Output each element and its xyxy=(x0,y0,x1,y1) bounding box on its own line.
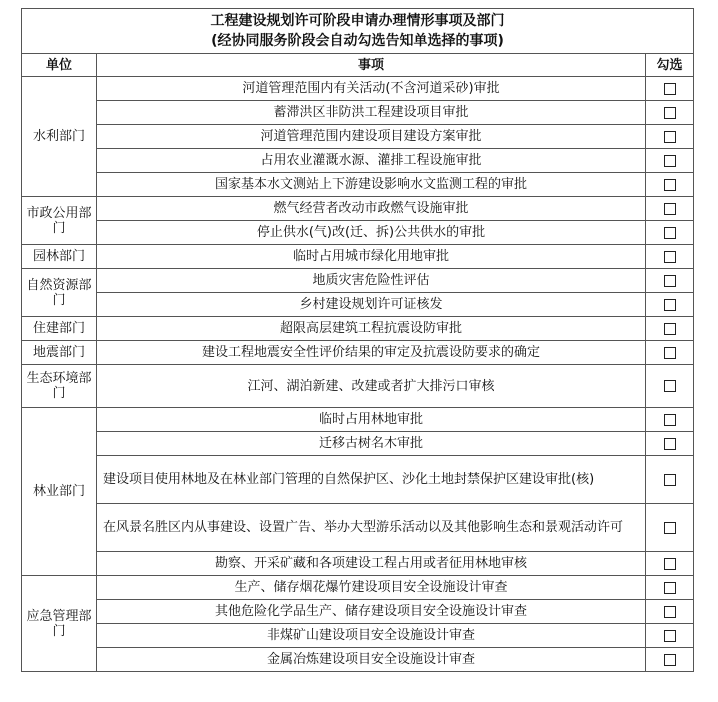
checkbox[interactable] xyxy=(664,414,676,426)
table-row xyxy=(22,269,694,293)
matter-item: 乡村建设规划许可证核发 xyxy=(97,293,646,317)
dept-ecology: 生态环境部门 xyxy=(22,365,97,408)
matter-item: 建设工程地震安全性评价结果的审定及抗震设防要求的确定 xyxy=(97,341,646,365)
matter-item: 江河、湖泊新建、改建或者扩大排污口审核 xyxy=(97,365,646,408)
checkbox[interactable] xyxy=(664,558,676,570)
checkbox[interactable] xyxy=(664,83,676,95)
checkbox[interactable] xyxy=(664,630,676,642)
header-unit: 单位 xyxy=(22,54,97,77)
matter-item: 占用农业灌溉水源、灌排工程设施审批 xyxy=(97,149,646,173)
table-title xyxy=(22,9,694,54)
matter-item: 建设项目使用林地及在林业部门管理的自然保护区、沙化土地封禁保护区建设审批(核) xyxy=(97,456,646,504)
table-row xyxy=(22,173,694,197)
checkbox[interactable] xyxy=(664,131,676,143)
matter-item: 迁移古树名木审批 xyxy=(97,432,646,456)
dept-forestry: 林业部门 xyxy=(22,408,97,576)
checkbox[interactable] xyxy=(664,107,676,119)
table-row xyxy=(22,149,694,173)
checkbox[interactable] xyxy=(664,203,676,215)
matters-table xyxy=(21,8,694,672)
checkbox[interactable] xyxy=(664,251,676,263)
checkbox[interactable] xyxy=(664,323,676,335)
checkbox[interactable] xyxy=(664,522,676,534)
table-row xyxy=(22,648,694,672)
dept-landscape: 园林部门 xyxy=(22,245,97,269)
table-row xyxy=(22,624,694,648)
checkbox-cell[interactable] xyxy=(646,221,694,245)
matter-item: 河道管理范围内建设项目建设方案审批 xyxy=(97,125,646,149)
checkbox-cell[interactable] xyxy=(646,504,694,552)
checkbox[interactable] xyxy=(664,179,676,191)
header-matter: 事项 xyxy=(97,54,646,77)
dept-emergency: 应急管理部门 xyxy=(22,576,97,672)
checkbox-cell[interactable] xyxy=(646,365,694,408)
matter-item: 金属冶炼建设项目安全设施设计审查 xyxy=(97,648,646,672)
checkbox[interactable] xyxy=(664,438,676,450)
document xyxy=(21,8,693,672)
checkbox[interactable] xyxy=(664,299,676,311)
checkbox-cell[interactable] xyxy=(646,197,694,221)
header-check: 勾选 xyxy=(646,54,694,77)
matter-item: 超限高层建筑工程抗震设防审批 xyxy=(97,317,646,341)
matter-item: 地质灾害危险性评估 xyxy=(97,269,646,293)
checkbox-cell[interactable] xyxy=(646,432,694,456)
checkbox[interactable] xyxy=(664,275,676,287)
checkbox[interactable] xyxy=(664,227,676,239)
checkbox-cell[interactable] xyxy=(646,293,694,317)
dept-municipal: 市政公用部门 xyxy=(22,197,97,245)
table-row xyxy=(22,456,694,504)
checkbox-cell[interactable] xyxy=(646,456,694,504)
table-row xyxy=(22,408,694,432)
matter-item: 在风景名胜区内从事建设、设置广告、举办大型游乐活动以及其他影响生态和景观活动许可 xyxy=(97,504,646,552)
checkbox-cell[interactable] xyxy=(646,648,694,672)
checkbox[interactable] xyxy=(664,474,676,486)
table-row xyxy=(22,317,694,341)
matter-item: 国家基本水文测站上下游建设影响水文监测工程的审批 xyxy=(97,173,646,197)
checkbox[interactable] xyxy=(664,347,676,359)
table-row xyxy=(22,125,694,149)
checkbox[interactable] xyxy=(664,654,676,666)
matter-item: 其他危险化学品生产、储存建设项目安全设施设计审查 xyxy=(97,600,646,624)
title-line-1: 工程建设规划许可阶段申请办理情形事项及部门 xyxy=(210,13,505,29)
checkbox-cell[interactable] xyxy=(646,552,694,576)
checkbox-cell[interactable] xyxy=(646,624,694,648)
table-row xyxy=(22,576,694,600)
checkbox-cell[interactable] xyxy=(646,341,694,365)
matter-item: 勘察、开采矿藏和各项建设工程占用或者征用林地审核 xyxy=(97,552,646,576)
checkbox-cell[interactable] xyxy=(646,408,694,432)
table-row xyxy=(22,293,694,317)
checkbox-cell[interactable] xyxy=(646,77,694,101)
checkbox[interactable] xyxy=(664,380,676,392)
dept-natural-resources: 自然资源部门 xyxy=(22,269,97,317)
checkbox-cell[interactable] xyxy=(646,125,694,149)
table-row xyxy=(22,365,694,408)
checkbox-cell[interactable] xyxy=(646,576,694,600)
table-row xyxy=(22,600,694,624)
checkbox-cell[interactable] xyxy=(646,245,694,269)
checkbox[interactable] xyxy=(664,155,676,167)
checkbox[interactable] xyxy=(664,582,676,594)
table-row xyxy=(22,341,694,365)
dept-earthquake: 地震部门 xyxy=(22,341,97,365)
matter-item: 临时占用城市绿化用地审批 xyxy=(97,245,646,269)
table-row xyxy=(22,101,694,125)
checkbox-cell[interactable] xyxy=(646,101,694,125)
dept-water: 水利部门 xyxy=(22,77,97,197)
checkbox-cell[interactable] xyxy=(646,600,694,624)
table-row xyxy=(22,245,694,269)
table-row xyxy=(22,221,694,245)
matter-item: 生产、储存烟花爆竹建设项目安全设施设计审查 xyxy=(97,576,646,600)
matter-item: 燃气经营者改动市政燃气设施审批 xyxy=(97,197,646,221)
table-row xyxy=(22,77,694,101)
title-line-2: (经协同服务阶段会自动勾选告知单选择的事项) xyxy=(211,33,504,49)
matter-item: 临时占用林地审批 xyxy=(97,408,646,432)
checkbox-cell[interactable] xyxy=(646,149,694,173)
table-row xyxy=(22,552,694,576)
checkbox[interactable] xyxy=(664,606,676,618)
table-row xyxy=(22,432,694,456)
checkbox-cell[interactable] xyxy=(646,317,694,341)
table-row xyxy=(22,197,694,221)
matter-item: 蓄滞洪区非防洪工程建设项目审批 xyxy=(97,101,646,125)
checkbox-cell[interactable] xyxy=(646,173,694,197)
matter-item: 河道管理范围内有关活动(不含河道采砂)审批 xyxy=(97,77,646,101)
checkbox-cell[interactable] xyxy=(646,269,694,293)
matter-item: 停止供水(气)改(迁、拆)公共供水的审批 xyxy=(97,221,646,245)
matter-item: 非煤矿山建设项目安全设施设计审查 xyxy=(97,624,646,648)
dept-housing: 住建部门 xyxy=(22,317,97,341)
table-row xyxy=(22,504,694,552)
